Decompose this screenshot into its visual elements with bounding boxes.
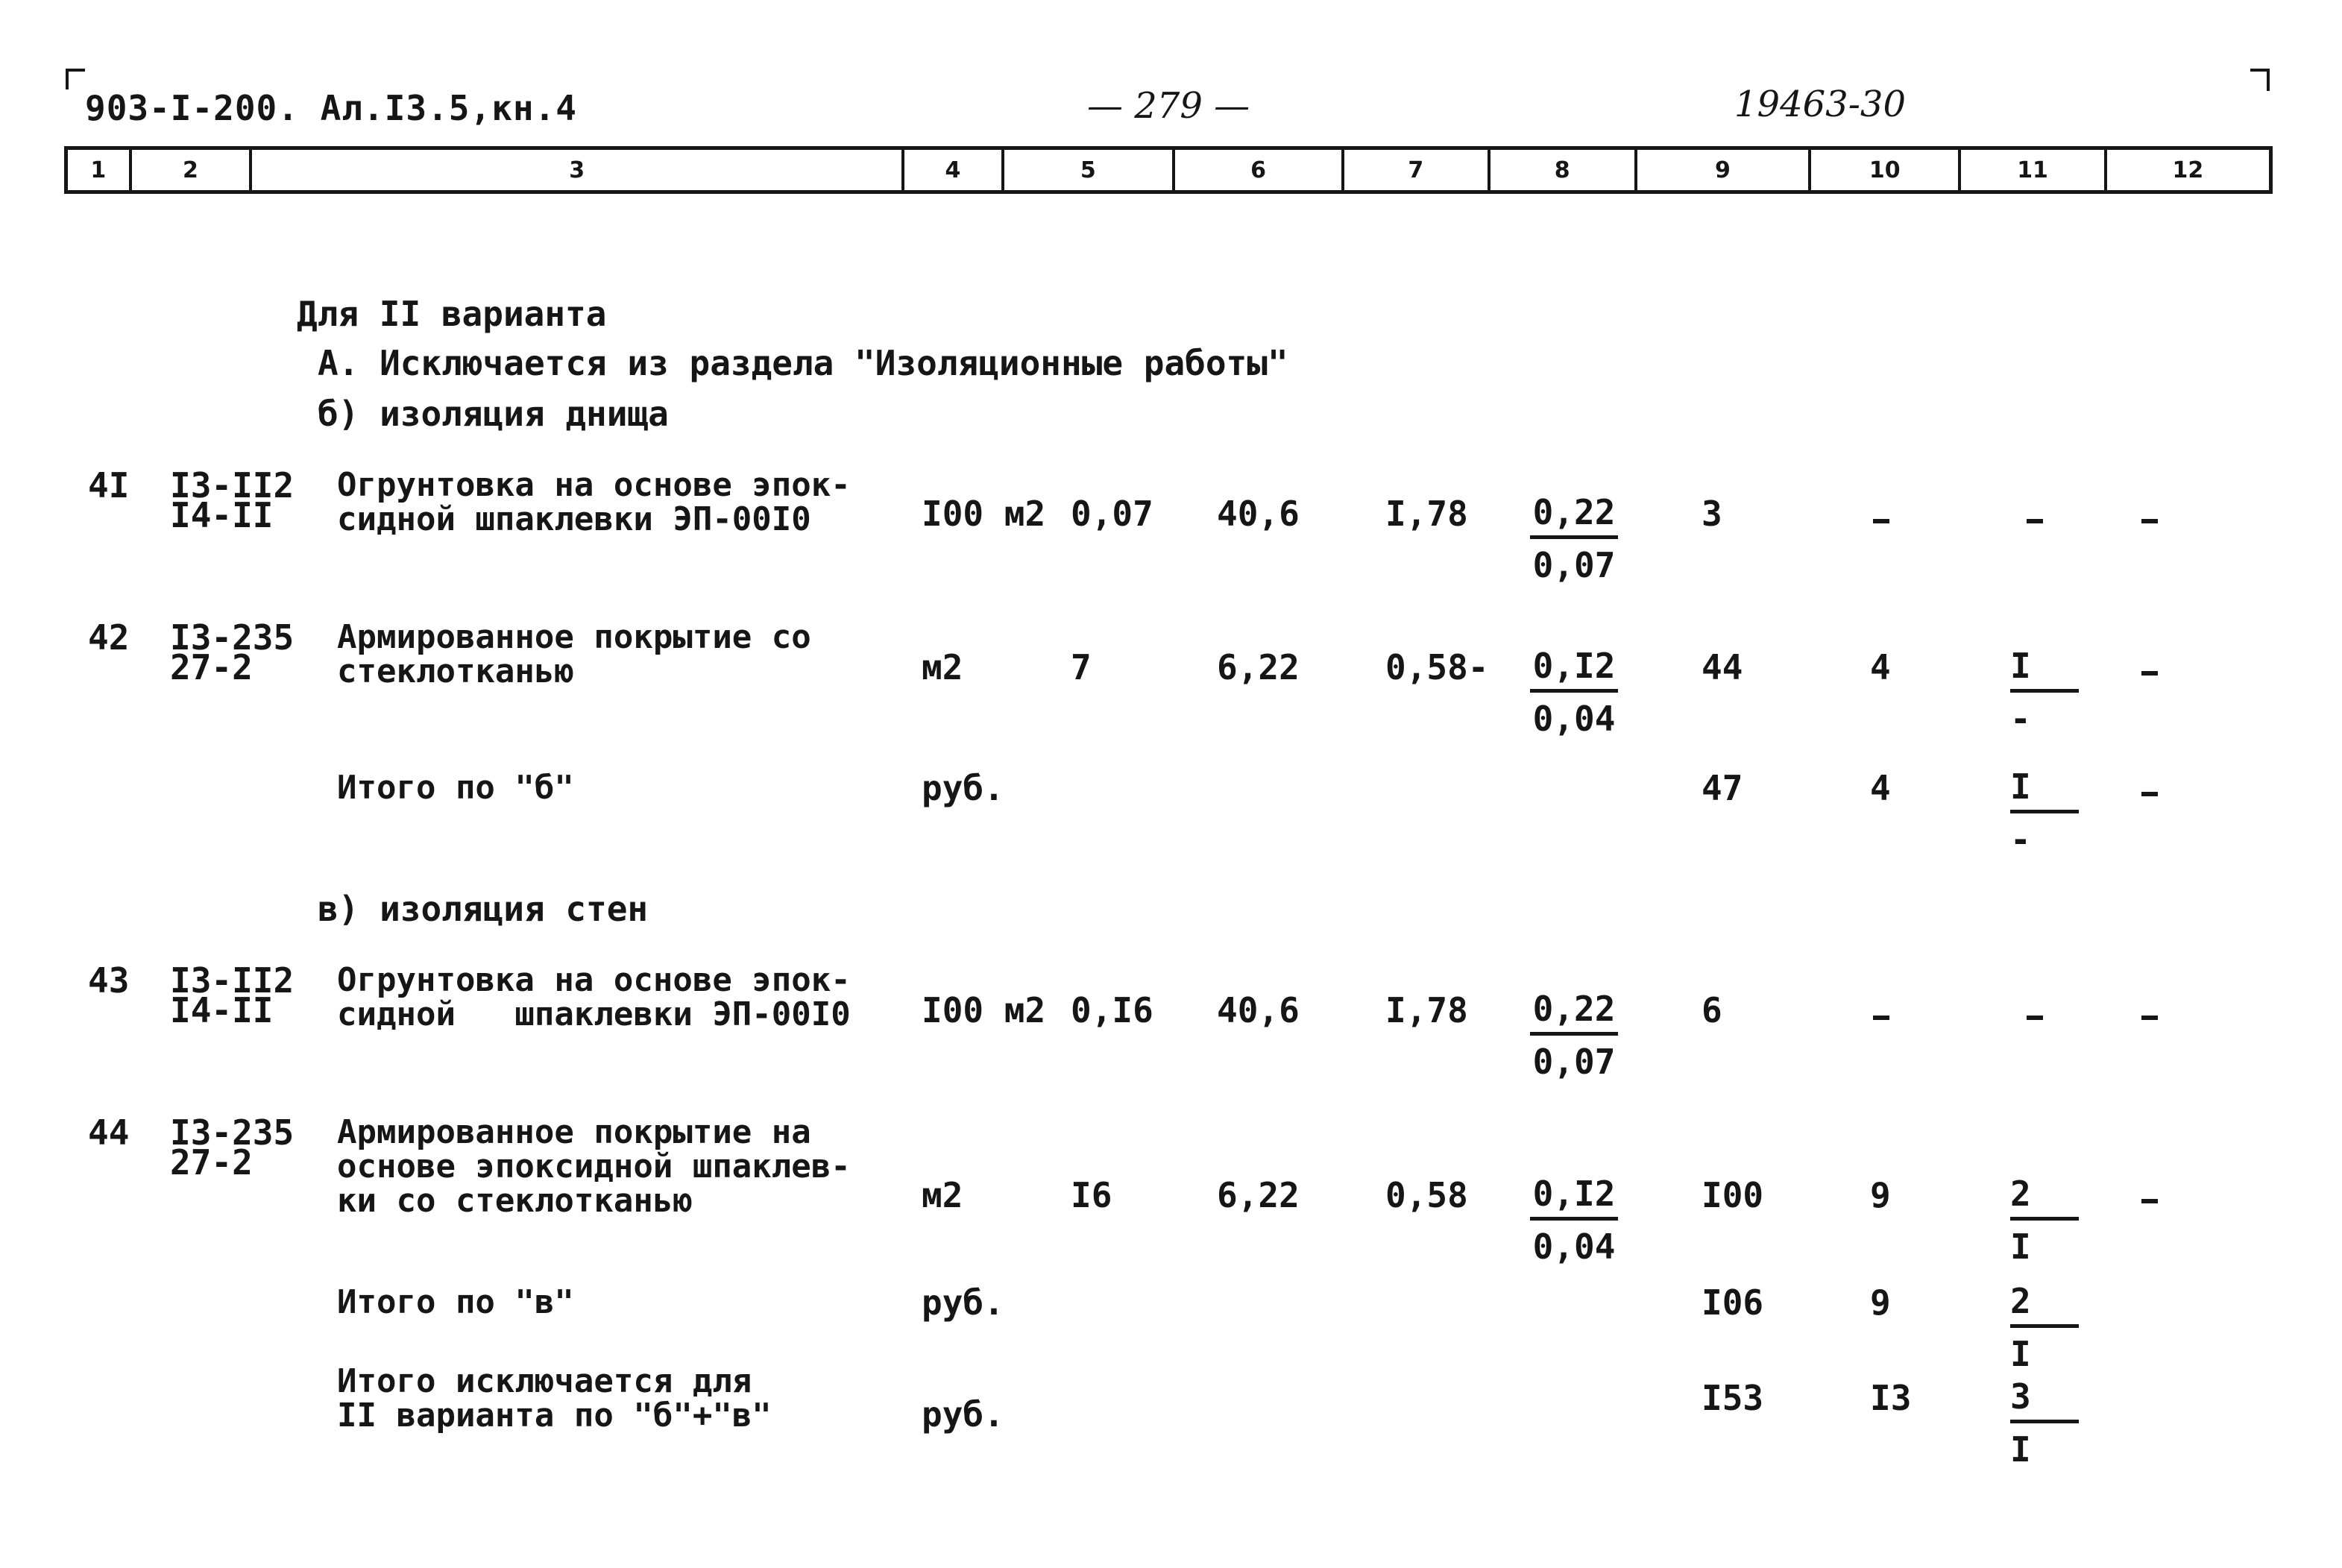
norm-code: I3-II2	[170, 465, 295, 506]
column-number-row	[64, 146, 2273, 194]
norm-code: I3-II2	[170, 960, 295, 1001]
empty-dash	[2027, 1016, 2043, 1020]
fraction-denominator: 0,07	[1532, 545, 1616, 585]
document-code: 903-I-200. Ал.I3.5,кн.4	[85, 88, 577, 128]
unit: руб.	[922, 1394, 1004, 1435]
fraction-numerator: 2	[2010, 1284, 2079, 1328]
column-10-value: I3	[1870, 1378, 1912, 1418]
column-7-value: I,78	[1385, 990, 1468, 1030]
sheet-code: 19463-30	[1734, 84, 1906, 125]
quantity: 0,07	[1071, 494, 1153, 534]
subtotal-label: Итого по "в"	[337, 1283, 574, 1321]
column-8-fraction	[1530, 492, 1618, 585]
work-description: Огрунтовка на основе эпок- сидной шпаклевки ЭП-00I0	[337, 961, 851, 1033]
unit-price: 6,22	[1217, 647, 1300, 687]
fraction-numerator: 0,I2	[1530, 649, 1618, 693]
empty-dash	[2141, 519, 2158, 523]
work-description: Армированное покрытие со стеклотканью	[337, 618, 811, 690]
column-10-value: 4	[1870, 647, 1891, 687]
total-cost: 44	[1702, 647, 1743, 687]
column-10-value: 4	[1870, 768, 1891, 808]
norm-code: I3-235	[170, 1112, 295, 1153]
fraction-numerator: 0,22	[1530, 992, 1618, 1036]
column-number: 5	[1004, 150, 1175, 190]
fraction-denominator: 0,07	[1532, 1042, 1616, 1082]
total-cost: I53	[1702, 1378, 1764, 1418]
column-10-value: 9	[1870, 1175, 1891, 1215]
subtotal-label: Итого по "б"	[337, 769, 574, 807]
total-cost: 3	[1702, 494, 1722, 534]
unit: руб.	[922, 768, 1004, 808]
unit: руб.	[922, 1282, 1004, 1323]
corner-mark-left	[66, 69, 85, 89]
column-7-value: 0,58-	[1385, 647, 1489, 687]
empty-dash	[1873, 519, 1889, 523]
column-8-fraction	[1530, 646, 1618, 739]
norm-code-secondary: 27-2	[170, 647, 253, 687]
column-7-value: 0,58	[1385, 1175, 1468, 1215]
variant-title: Для II варианта	[297, 294, 607, 334]
column-11-fraction	[2010, 1174, 2079, 1267]
empty-dash	[2027, 519, 2043, 523]
norm-code: I3-235	[170, 617, 295, 658]
unit-price: 6,22	[1217, 1175, 1300, 1215]
unit: I00 м2	[922, 990, 1046, 1030]
quantity: 7	[1071, 647, 1092, 687]
row-number: 4I	[88, 465, 130, 506]
row-number: 42	[88, 617, 130, 658]
total-cost: I06	[1702, 1282, 1764, 1323]
unit-price: 40,6	[1217, 990, 1300, 1030]
column-number: 12	[2172, 157, 2204, 183]
fraction-numerator: I	[2010, 649, 2079, 693]
column-11-fraction	[2010, 766, 2079, 860]
empty-dash	[2141, 1016, 2158, 1020]
total-cost: I00	[1702, 1175, 1764, 1215]
column-11-fraction	[2010, 646, 2079, 739]
empty-dash	[2141, 792, 2158, 796]
empty-dash	[2141, 1199, 2158, 1203]
column-7-value: I,78	[1385, 494, 1468, 534]
quantity: I6	[1071, 1175, 1112, 1215]
quantity: 0,I6	[1071, 990, 1153, 1030]
subsection-title-v: в) изоляция стен	[318, 889, 649, 929]
unit: м2	[922, 647, 963, 687]
unit-price: 40,6	[1217, 494, 1300, 534]
row-number: 44	[88, 1112, 130, 1153]
unit: I00 м2	[922, 494, 1046, 534]
total-cost: 6	[1702, 990, 1722, 1030]
column-number: 2	[132, 150, 252, 190]
excluded-section-title: А. Исключается из раздела "Изоляционные работы"	[318, 343, 1288, 383]
unit: м2	[922, 1175, 963, 1215]
column-8-fraction	[1530, 989, 1618, 1082]
fraction-denominator: 0,04	[1532, 699, 1616, 739]
column-number: 1	[68, 150, 132, 190]
empty-dash	[2141, 671, 2158, 676]
total-cost: 47	[1702, 768, 1743, 808]
column-11-fraction	[2010, 1376, 2079, 1470]
column-number: 11	[1961, 150, 2106, 190]
fraction-numerator: I	[2010, 769, 2079, 813]
column-number: 7	[1344, 150, 1490, 190]
fraction-numerator: 2	[2010, 1177, 2079, 1221]
column-11-fraction	[2010, 1281, 2079, 1374]
norm-code-secondary: I4-II	[170, 495, 274, 535]
fraction-denominator: 0,04	[1532, 1227, 1616, 1267]
page-number: — 279 —	[1087, 85, 1250, 127]
row-number: 43	[88, 960, 130, 1001]
fraction-denominator: I	[2010, 1227, 2031, 1267]
column-number: 4	[904, 150, 1004, 190]
fraction-denominator: -	[2010, 819, 2031, 860]
fraction-numerator: 0,22	[1530, 495, 1618, 539]
column-number: 10	[1811, 150, 1961, 190]
fraction-denominator: I	[2010, 1334, 2031, 1374]
fraction-denominator: -	[2010, 699, 2031, 739]
norm-code-secondary: 27-2	[170, 1142, 253, 1183]
column-number: 3	[252, 150, 904, 190]
empty-dash	[1873, 1016, 1889, 1020]
fraction-numerator: 3	[2010, 1379, 2079, 1423]
subsection-title-b: б) изоляция днища	[318, 394, 669, 434]
work-description: Огрунтовка на основе эпок- сидной шпаклевки ЭП-00I0	[337, 466, 851, 538]
work-description: Армированное покрытие на основе эпоксидной шпаклев- ки со стеклотканью	[337, 1113, 851, 1220]
norm-code-secondary: I4-II	[170, 990, 274, 1030]
fraction-numerator: 0,I2	[1530, 1177, 1618, 1221]
column-number: 8	[1490, 150, 1637, 190]
fraction-denominator: I	[2010, 1429, 2031, 1470]
column-10-value: 9	[1870, 1282, 1891, 1323]
corner-mark-right	[2250, 69, 2270, 91]
column-8-fraction	[1530, 1174, 1618, 1267]
column-number: 6	[1175, 150, 1344, 190]
column-number: 9	[1637, 150, 1811, 190]
grand-total-label: Итого исключается для II варианта по "б"+"в"	[337, 1362, 772, 1435]
